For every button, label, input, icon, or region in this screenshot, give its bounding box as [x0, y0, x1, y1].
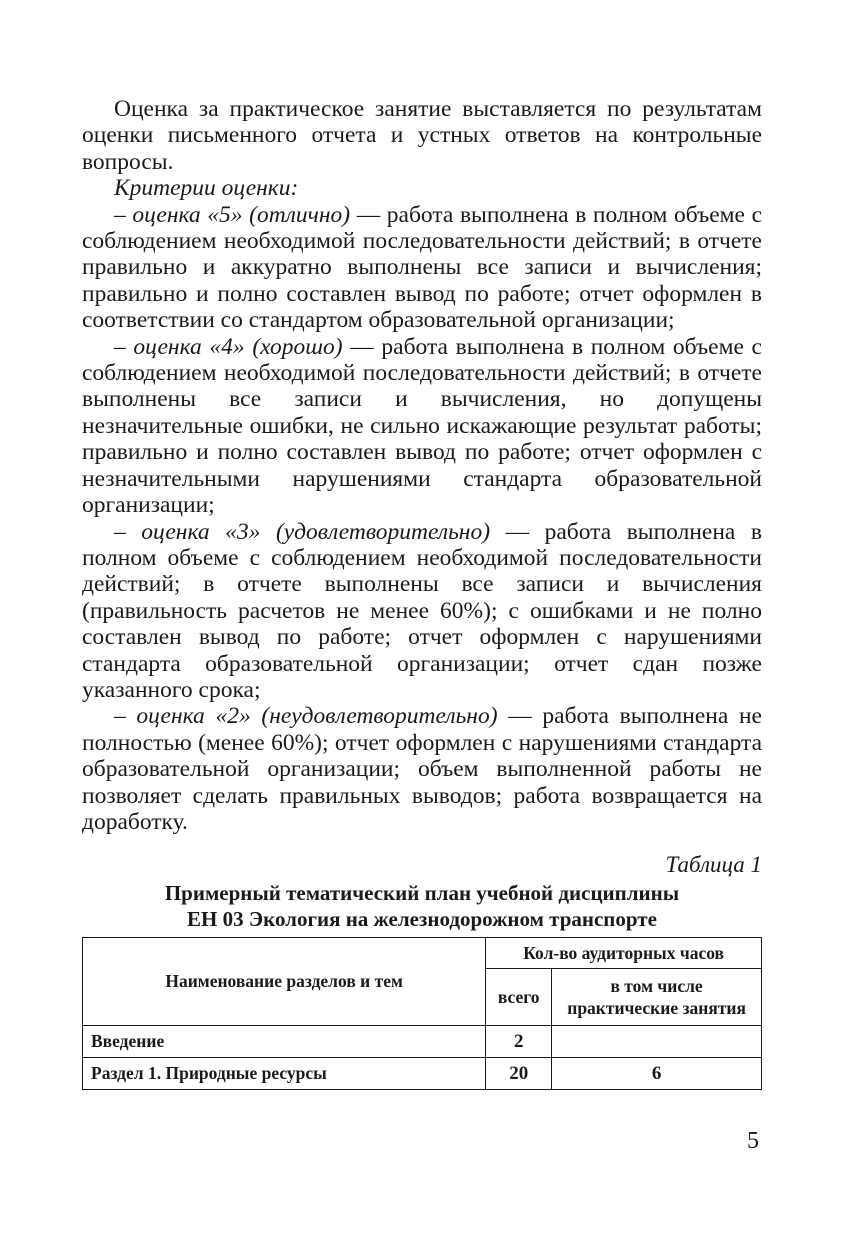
criteria-heading: Критерии оценки: [114, 175, 299, 202]
intro-paragraph: Оценка за практическое занятие выставляется по результатам оценки письменного отчета и устных ответов на контрольные вопросы. [82, 96, 762, 175]
table-title [82, 880, 762, 932]
grade-5-text: — работа выполнена в полном объеме с соблюдением необходимой последовательности действий; в отчете правильно и аккуратно выполнены все записи и вычисления; правильно и полно составлен вывод по работе; отчет оформлен в соответствии со стандартом образовательной организации; [82, 201, 762, 334]
table-row [83, 1026, 762, 1058]
page-number: 5 [747, 1128, 759, 1154]
table-caption: Таблица 1 [665, 852, 762, 878]
table-row [83, 1058, 762, 1090]
row-practical-cell: 6 [552, 1058, 762, 1090]
header-name-column: Наименование разделов и тем [83, 938, 486, 1026]
row-total-cell: 20 [486, 1058, 552, 1090]
header-practical-line-2: практические занятия [567, 998, 746, 1019]
header-practical-column [552, 969, 762, 1026]
document-page [82, 96, 762, 1090]
row-total-cell: 2 [486, 1026, 552, 1058]
header-total-column: всего [486, 969, 552, 1026]
table-header-row-1 [83, 938, 762, 969]
grade-3-paragraph [82, 519, 762, 704]
header-hours-group: Кол-во аудиторных часов [486, 938, 762, 969]
grade-3-text: — работа выполнена в полном объеме с соблюдением необходимой последовательности действий; в отчете выполнены все записи и вычисления (правильность расчетов не менее 60%); с ошибками и не полно составлен вывод по работе; отчет оформлен с нарушениями стандарта образовательной организации; отчет сдан позже указанного срока; [82, 518, 762, 703]
row-name-cell: Раздел 1. Природные ресурсы [83, 1058, 486, 1090]
grade-4-label: – оценка «4» (хорошо) [114, 333, 343, 360]
header-practical-line-1: в том числе [610, 976, 703, 997]
grade-2-text: — работа выполнена не полностью (менее 60%); отчет оформлен с нарушениями стандарта образовательной организации; объем выполненной работы не позволяет сделать правильных выводов; работа возвращается на доработку. [82, 703, 762, 835]
table-title-line-1: Примерный тематический план учебной дисциплины [164, 881, 680, 906]
grade-3-label: – оценка «3» (удовлетворительно) [114, 518, 491, 545]
thematic-plan-table [82, 937, 762, 1090]
row-practical-cell [552, 1026, 762, 1058]
grade-5-paragraph [82, 202, 762, 334]
grade-4-paragraph [82, 334, 762, 519]
grade-2-paragraph [82, 703, 762, 835]
grade-5-label: – оценка «5» (отлично) [114, 201, 351, 228]
table-title-line-2: ЕН 03 Экология на железнодорожном транспорте [187, 907, 657, 932]
grade-4-text: — работа выполнена в полном объеме с соблюдением необходимой последовательности действий; в отчете выполнены все записи и вычисления, но допущены незначительные ошибки, не сильно искажающие результат работы; правильно и полно составлен вывод по работе; отчет оформлен с незначительными нарушениями стандарта образовательной организации; [82, 333, 762, 519]
row-name-cell: Введение [83, 1026, 486, 1058]
grade-2-label: – оценка «2» (неудовлетворительно) [114, 703, 498, 730]
